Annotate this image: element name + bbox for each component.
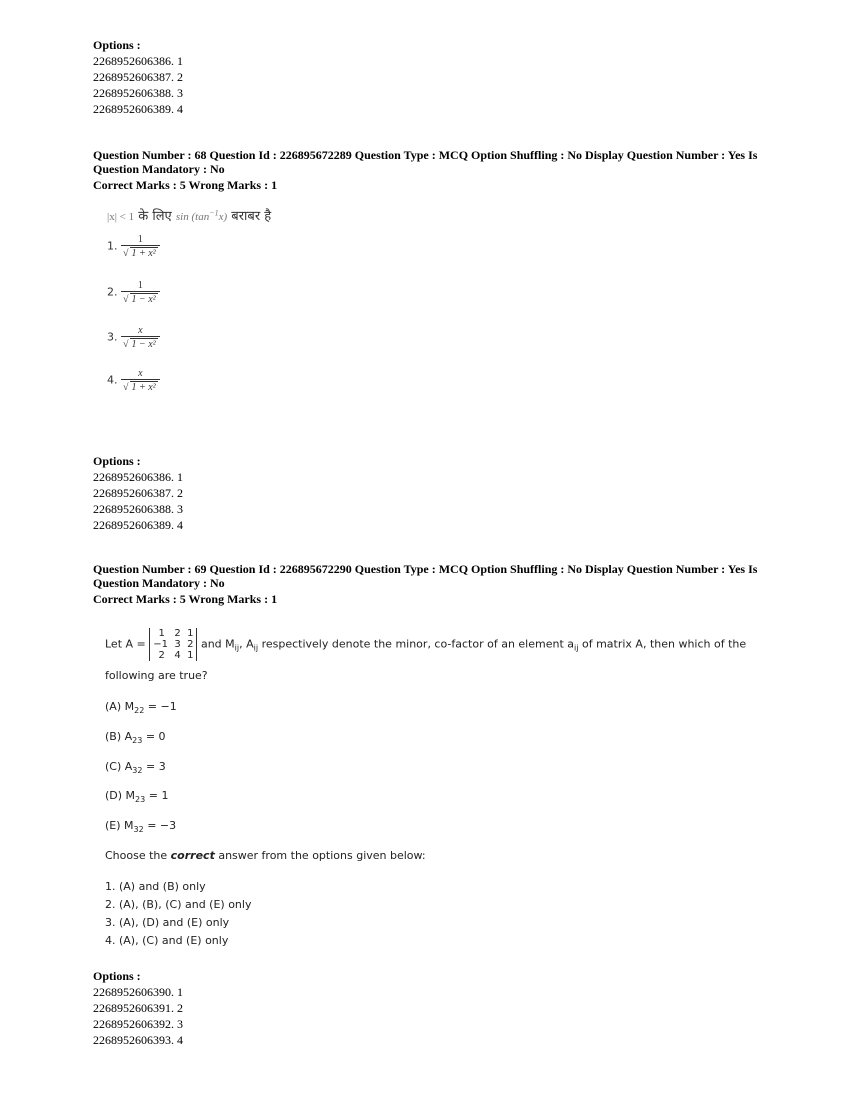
statement-b: (B) $A_{23} = 0$ <box>105 730 166 746</box>
option-row: 2268952606386. 1 <box>93 54 183 68</box>
question-69-header-line1: Question Number : 69 Question Id : 226895672290 Question Type : MCQ Option Shuffling : No Display Question Number : Yes Is <box>93 562 758 576</box>
answer-choice: 1. (A) and (B) only <box>105 880 206 893</box>
question-68-header-line1: Question Number : 68 Question Id : 226895672289 Question Type : MCQ Option Shuffling : No Display Question Number : Yes Is <box>93 148 758 162</box>
option-row: 2268952606390. 1 <box>93 985 183 999</box>
question-68-stem <box>107 206 271 224</box>
fraction: $\frac{x}{\text{√ 1 + x²}}$ <box>121 368 160 393</box>
answer-choice: 3. (A), (D) and (E) only <box>105 916 230 929</box>
fraction: $\frac{x}{\text{√ 1 − x²}}$ <box>121 325 160 350</box>
choice-number: 1. <box>107 239 118 253</box>
question-68-options <box>93 454 183 534</box>
matrix-a: 1 2 1 −1 3 2 2 4 1 <box>149 628 197 661</box>
question-69-header-line2: Question Mandatory : No <box>93 576 225 590</box>
question-68-choice-4 <box>107 368 160 393</box>
options-block-previous <box>93 38 183 118</box>
statement-a: (A) $M_{22} = -1$ <box>105 700 177 716</box>
option-row: 2268952606387. 2 <box>93 70 183 84</box>
fraction: $\frac{1}{\text{√ 1 − x²}}$ <box>121 280 160 305</box>
option-row: 2268952606393. 4 <box>93 1033 183 1047</box>
stem-text: Let A = <box>105 637 146 651</box>
statement-d: (D) $M_{23} = 1$ <box>105 789 169 805</box>
options-label: Options : <box>93 38 141 52</box>
option-row: 2268952606389. 4 <box>93 102 183 116</box>
choice-number: 3. <box>107 330 118 344</box>
question-68-choice-2 <box>107 280 160 305</box>
choice-number: 2. <box>107 285 118 299</box>
question-69-instruction: Choose the correct answer from the options given below: <box>105 849 426 862</box>
option-row: 2268952606388. 3 <box>93 86 183 100</box>
statement-c: (C) $A_{32} = 3$ <box>105 760 166 776</box>
stem-text: and M <box>200 637 235 651</box>
question-68-header <box>93 148 773 192</box>
stem-text: of matrix A, then which of the <box>581 637 747 651</box>
stem-hindi-text: के लिए <box>138 209 172 224</box>
stem-hindi-text: बराबर है <box>231 209 272 224</box>
statement-e: (E) $M_{32} = -3$ <box>105 819 177 835</box>
question-69-marks: Correct Marks : 5 Wrong Marks : 1 <box>93 592 278 606</box>
options-label: Options : <box>93 969 141 983</box>
fraction: $\frac{1}{\text{√ 1 + x²}}$ <box>121 234 160 259</box>
stem-text: respectively denote the minor, co-factor of an element a <box>261 637 575 651</box>
option-row: 2268952606386. 1 <box>93 470 183 484</box>
option-row: 2268952606387. 2 <box>93 486 183 500</box>
question-68-header-line2: Question Mandatory : No <box>93 162 225 176</box>
question-68-choice-1 <box>107 234 160 259</box>
question-68-choice-3 <box>107 325 160 350</box>
question-69-header <box>93 562 773 606</box>
answer-choice: 2. (A), (B), (C) and (E) only <box>105 898 252 911</box>
options-label: Options : <box>93 454 141 468</box>
question-69-options <box>93 969 183 1049</box>
answer-choice: 4. (A), (C) and (E) only <box>105 934 229 947</box>
option-row: 2268952606392. 3 <box>93 1017 183 1031</box>
option-row: 2268952606388. 3 <box>93 502 183 516</box>
question-69-stem-line2: following are true? <box>105 669 208 682</box>
question-69-stem: Let A = 1 2 1 −1 3 2 2 4 1 and $M_{ij}$, $A_{ij}$ respectively denote the minor, co-factor of an element $a_{ij}$ of matrix A, then which of the <box>105 628 747 661</box>
option-row: 2268952606391. 2 <box>93 1001 183 1015</box>
stem-math: $\sin (\tan^{-1}x)$ <box>175 208 228 223</box>
question-69-answers <box>105 878 251 950</box>
option-row: 2268952606389. 4 <box>93 518 183 532</box>
question-68-marks: Correct Marks : 5 Wrong Marks : 1 <box>93 178 278 192</box>
stem-condition: |x| < 1 <box>107 211 135 223</box>
choice-number: 4. <box>107 373 118 387</box>
